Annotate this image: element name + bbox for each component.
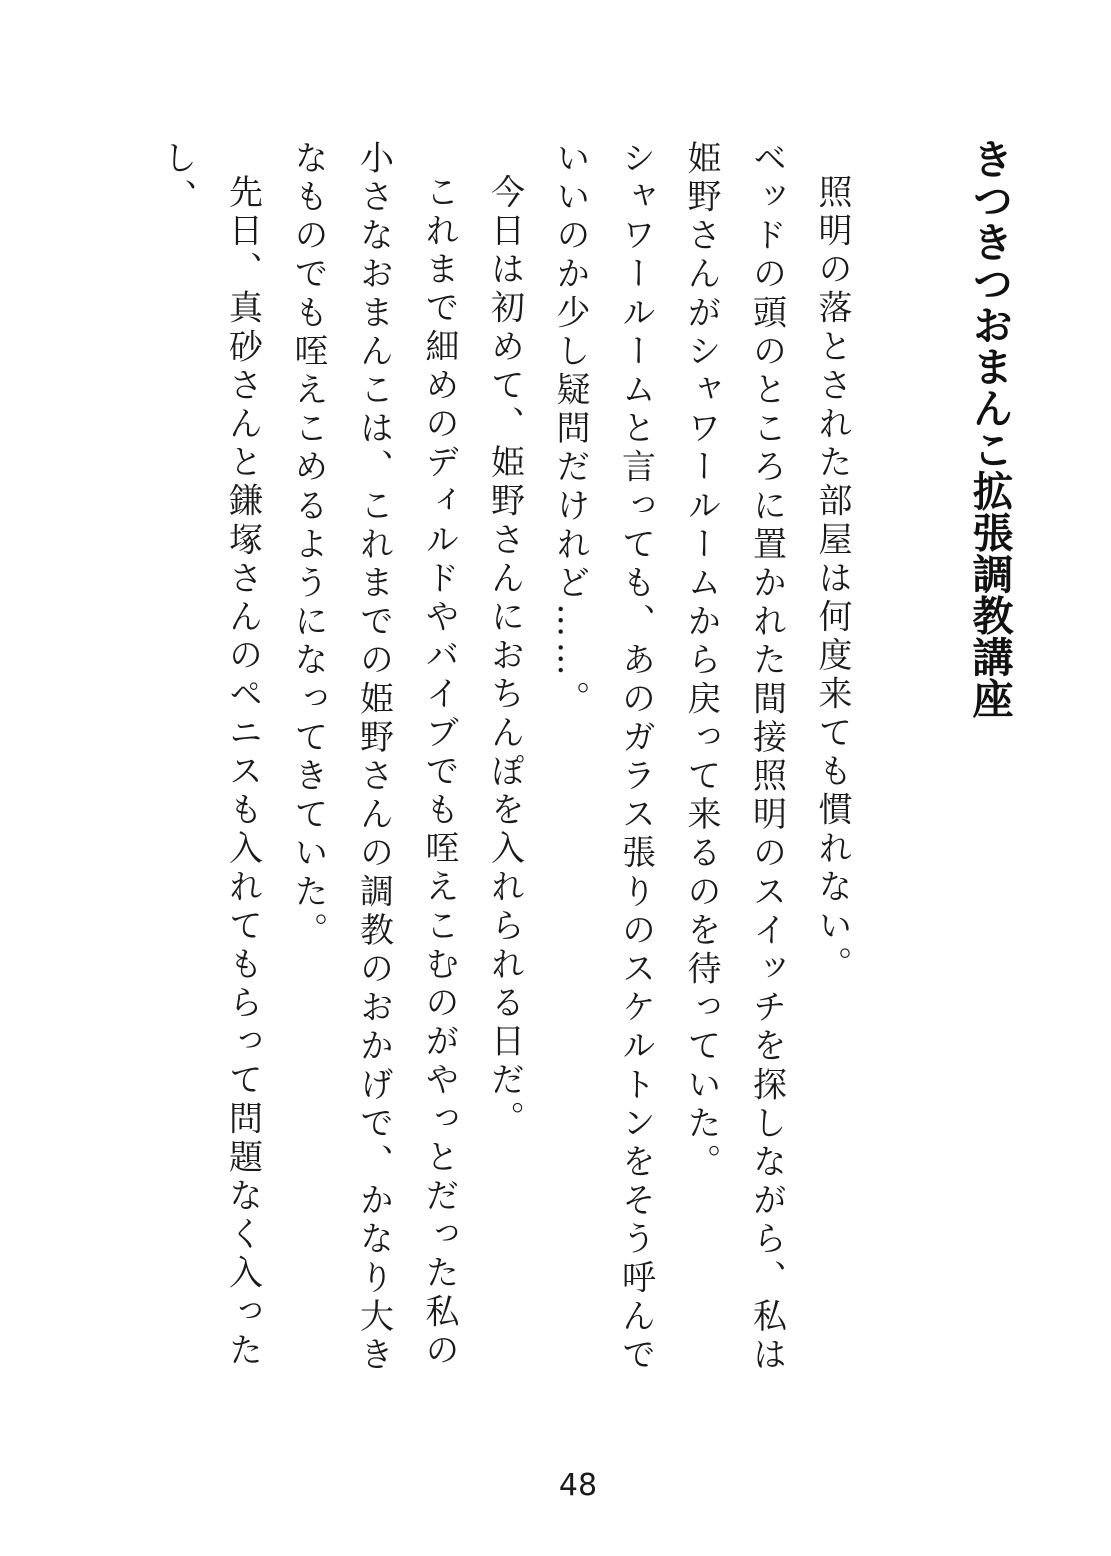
body-text [157,140,864,1400]
paragraph-5: これまで細めのディルドやバイブでも咥えこむのがやっとだった私の小さなおまんこは、これまでの姫野さんの調教のおかげで、かなり大きなものでも咥えこめるようになってきていた。 [288,140,459,1376]
paragraph-3: シャワールームと言っても、あのガラス張りのスケルトンをそう呼んでいいのか少し疑問だけれど……。 [550,140,656,1376]
paragraph-1: 照明の落とされた部屋は何度来ても慣れない。 [812,174,852,985]
paragraph-4: 今日は初めて、姫野さんにおちんぽを入れられる日だ。 [484,174,525,1139]
page-number: 48 [558,1468,598,1503]
paragraph-2: ベッドの頭のところに置かれた間接照明のスイッチを探しながら、私は姫野さんがシャワールームから戻って来るのを待っていた。 [681,140,787,1376]
chapter-title: きつきつおまんこ拡張調教講座 [965,138,1014,719]
paragraph-6: 先日、真砂さんと鎌塚さんのペニスも入れてもらって問題なく入ったし、 [157,140,263,1371]
